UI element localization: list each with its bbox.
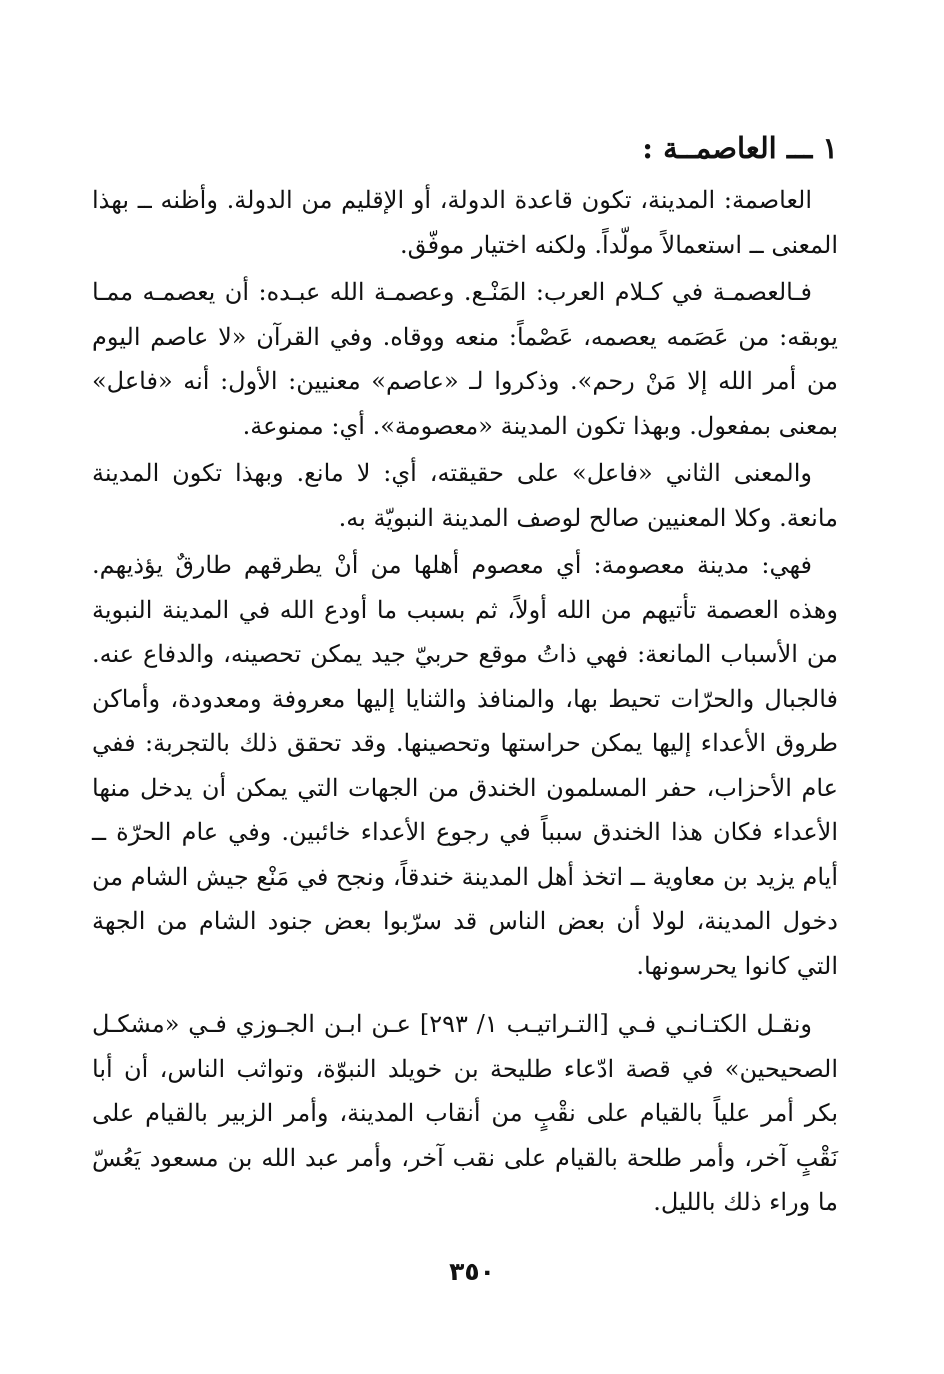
section-heading: ١ ـــ العاصمــة : [642, 131, 838, 165]
page-body [92, 128, 838, 1308]
paragraph-4: فهي: مدينة معصومة: أي معصوم أهلها من أنْ يطرقهم طارقٌ يؤذيهم. وهذه العصمة تأتيهم من الله أولاً، ثم بسبب ما أودع الله في المدينة النبوية من الأسباب المانعة: فهي ذاتُ موقع حربيّ جيد يمكن تحصينه، والدفاع عنه. فالجبال والحرّات تحيط بها، والمنافذ والثنايا إليها معروفة ومعدودة، وأماكن طروق الأعداء إليها يمكن حراستها وتحصينها. وقد تحقق ذلك بالتجربة: ففي عام الأحزاب، حفر المسلمون الخندق من الجهات التي يمكن أن يدخل منها الأعداء فكان هذا الخندق سبباً في رجوع الأعداء خائبين. وفي عام الحرّة ــ أيام يزيد بن معاوية ــ اتخذ أهل المدينة خندقاً، ونجح في مَنْع جيش الشام من دخول المدينة، لولا أن بعض الناس قد سرّبوا بعض جنود الشام من الجهة التي كانوا يحرسونها. [92, 551, 838, 980]
page-number: ٣٥٠ [449, 1257, 495, 1286]
paragraph-2: فـالعصمـة في كـلام العرب: المَنْـع. وعصمـة الله عبـده: أن يعصمـه ممـا يوبقه: من عَصَمه يعصمه، عَصْماً: منعه ووقاه. وفي القرآن «لا عاصم اليوم من أمر الله إلا مَنْ رحم». وذكروا لـ «عاصم» معنيين: الأول: أنه «فاعل» بمعنى بمفعول. وبهذا تكون المدينة «معصومة». أي: ممنوعة. [92, 278, 838, 440]
paragraph-3: والمعنى الثاني «فاعل» على حقيقته، أي: لا مانع. وبهذا تكون المدينة مانعة. وكلا المعنيين صالح لوصف المدينة النبويّة به. [92, 459, 838, 532]
paragraph-1: العاصمة: المدينة، تكون قاعدة الدولة، أو الإقليم من الدولة. وأظنه ــ بهذا المعنى ــ استعمالاً مولّداً. ولكنه اختيار موفّق. [92, 186, 838, 259]
paragraph-5: ونقـل الكتـانـي فـي [التـراتيـب ١/ ٢٩٣] عـن ابـن الجـوزي فـي «مشكـل الصحيحين» في قصة ادّعاء طليحة بن خويلد النبوّة، وتواثب الناس، أن أبا بكر أمر علياً بالقيام على نقْبٍ من أنقاب المدينة، وأمر الزبير بالقيام على نَقْبٍ آخر، وأمر طلحة بالقيام على نقب آخر، وأمر عبد الله بن مسعود يَعُسّ ما وراء ذلك بالليل. [92, 1010, 838, 1216]
